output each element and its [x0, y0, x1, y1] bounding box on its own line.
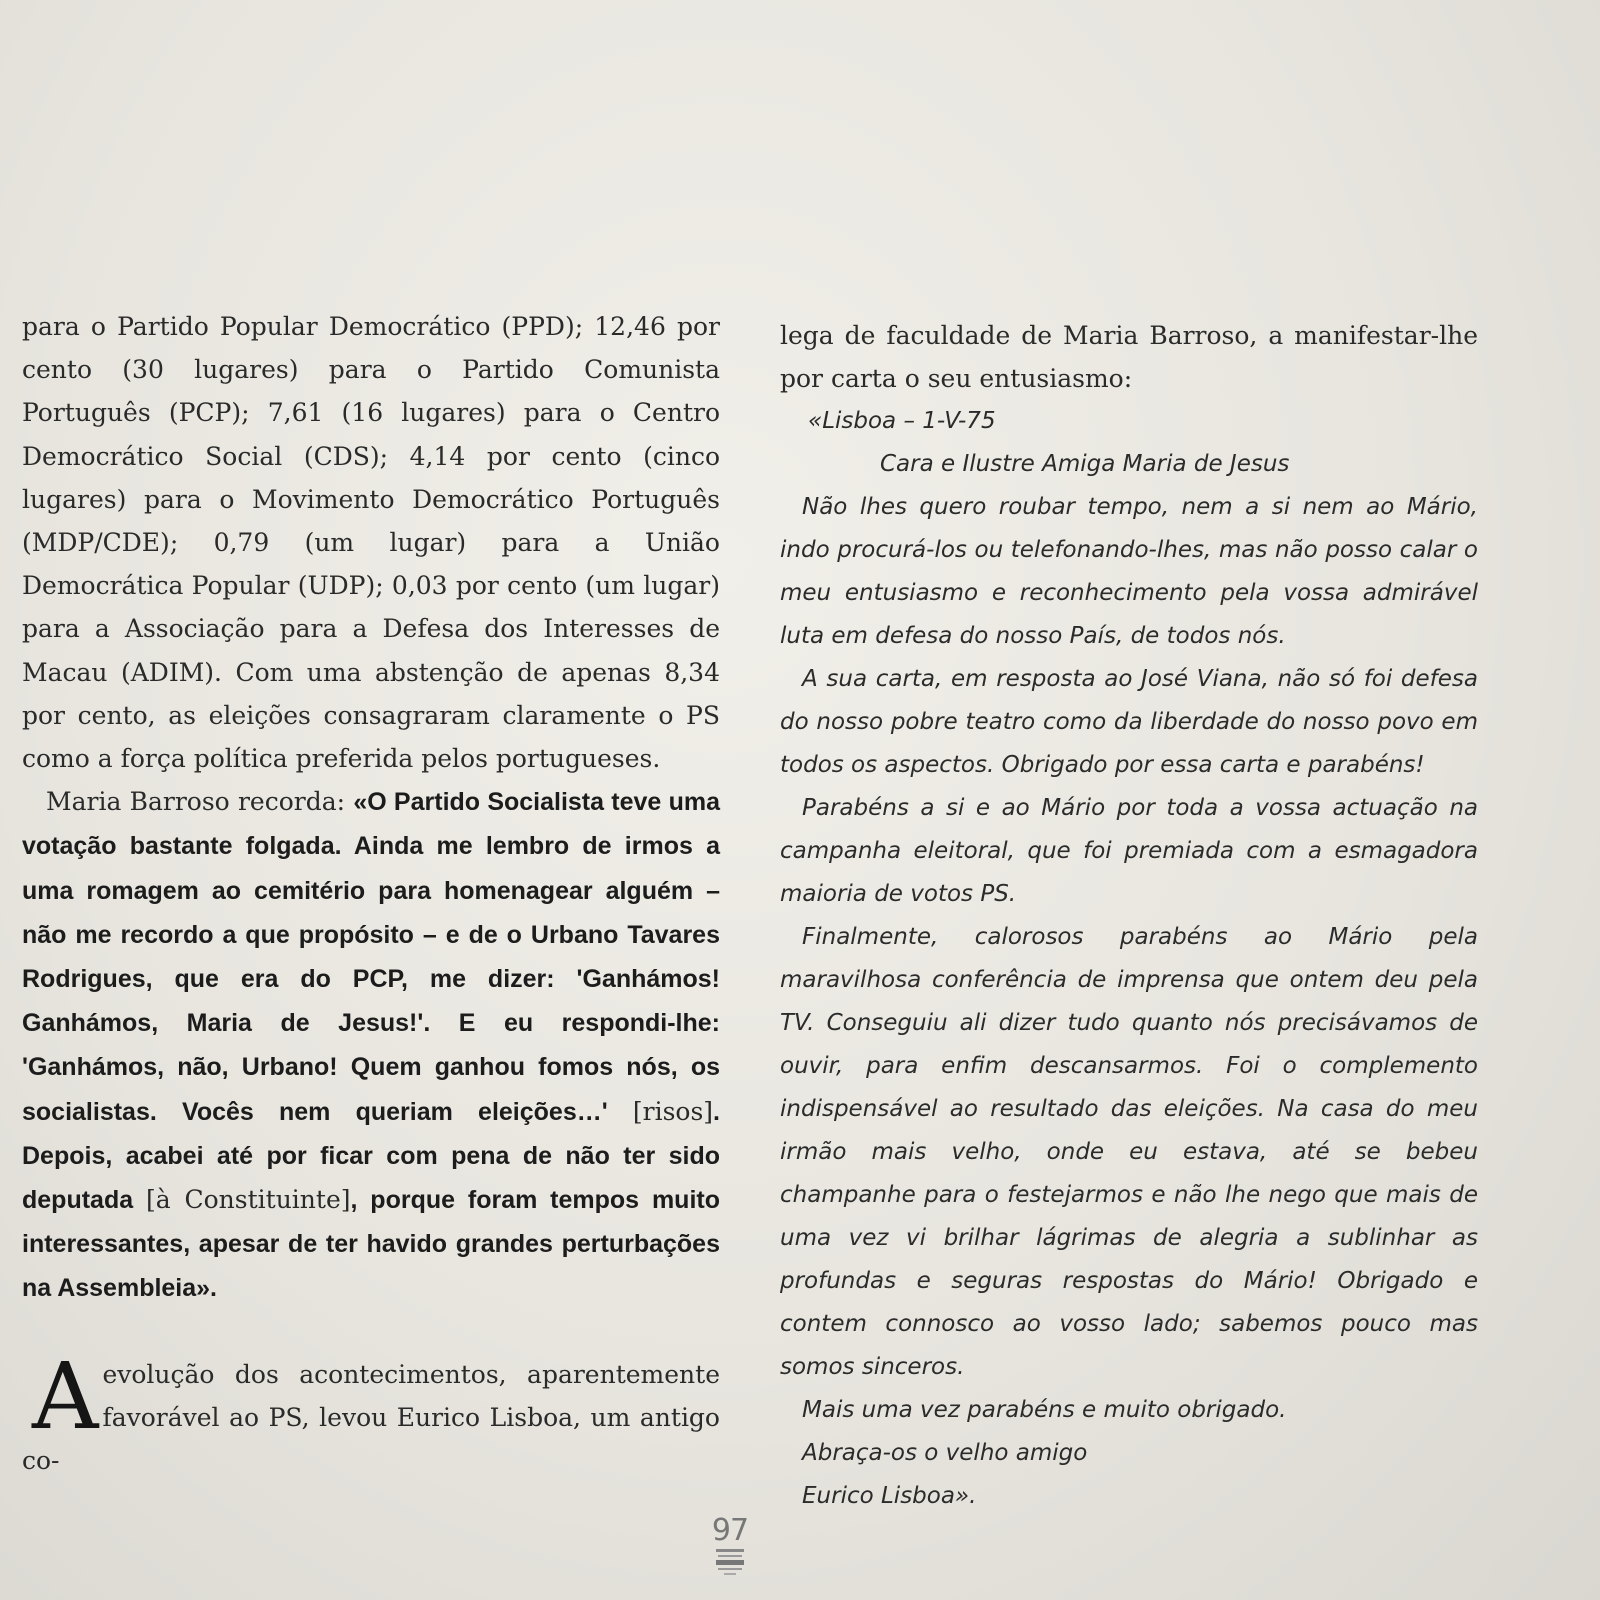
letter-paragraph-3: Parabéns a si e ao Mário por toda a vossa actuação na campanha eleitoral, que foi premiada com a esmagadora maioria de votos PS.: [780, 795, 1478, 907]
section-lead-text: evolução dos acontecimentos, aparentemente favorável ao PS, levou Eurico Lisboa, um antigo co-: [22, 1359, 720, 1476]
quote-text-a: «O Partido Socialista teve uma votação bastante folgada. Ainda me lembro de irmos a uma romagem ao cemitério para homenagear alguém – não me recordo a que propósito – e de o Urbano Tavares Rodrigues, que era do PCP, me dizer: 'Ganhámos! Ganhámos, Maria de Jesus!'. E eu respondi-lhe: 'Ganhámos, não, Urbano! Quem ganhou fomos nós, os socialistas. Vocês nem queriam eleições…': [22, 788, 720, 1126]
quote-text-b: . Depois, acabei até por ficar com pena de não ter sido deputada: [22, 1097, 720, 1215]
letter-paragraph-5: Mais uma vez parabéns e muito obrigado.: [802, 1397, 1287, 1423]
page-footer: [705, 1513, 755, 1581]
letter-date: «Lisboa – 1-V-75: [808, 408, 996, 434]
letter: [780, 400, 1478, 1518]
left-column: [22, 305, 720, 1482]
letter-signature: Eurico Lisboa».: [802, 1483, 977, 1509]
letter-closing: Abraça-os o velho amigo: [802, 1440, 1088, 1466]
quote-text-c: , porque foram tempos muito interessantes, apesar de ter havido grandes perturbações na Assembleia».: [22, 1186, 720, 1303]
letter-paragraph-4: Finalmente, calorosos parabéns ao Mário pela maravilhosa conferência de imprensa que ontem deu pela TV. Conseguiu ali dizer tudo quanto nós precisávamos de ouvir, para enfim descansarmos. Foi o complemento indispensável ao resultado das eleições. Na casa do meu irmão mais velho, onde eu estava, até se bebeu champanhe para o festejarmos e não lhe nego que mais de uma vez vi brilhar lágrimas de alegria a sublinhar as profundas e seguras respostas do Mário! Obrigado e contem connosco ao vosso lado; sabemos pouco mas somos sinceros.: [780, 924, 1478, 1380]
drop-cap: A: [32, 1342, 99, 1450]
maria-barroso-quote-paragraph: [22, 780, 720, 1310]
letter-paragraph-1: Não lhes quero roubar tempo, nem a si nem ao Mário, indo procurá-los ou telefonando-lhes, mas não posso calar o meu entusiasmo e reconhecimento pela vossa admirável luta em defesa do nosso País, de todos nós.: [780, 494, 1478, 649]
letter-intro: lega de faculdade de Maria Barroso, a manifestar-lhe por carta o seu entusiasmo:: [780, 321, 1478, 393]
quote-note-b: [à Constituinte]: [145, 1185, 351, 1215]
letter-paragraph-2: A sua carta, em resposta ao José Viana, não só foi defesa do nosso pobre teatro como da liberdade do nosso povo em todos os aspectos. Obrigado por essa carta e parabéns!: [780, 666, 1478, 778]
section-lead-paragraph: [22, 1342, 720, 1483]
page-number: 97: [711, 1513, 749, 1548]
quote-intro: Maria Barroso recorda:: [46, 787, 354, 817]
election-results-paragraph: para o Partido Popular Democrático (PPD); 12,46 por cento (30 lugares) para o Partido Comunista Português (PCP); 7,61 (16 lugares) para o Centro Democrático Social (CDS); 4,14 por cento (cinco lugares) para o Movimento Democrático Português (MDP/CDE); 0,79 (um lugar) para a União Democrática Popular (UDP); 0,03 por cento (um lugar) para a Associação para a Defesa dos Interesses de Macau (ADIM). Com uma abstenção de apenas 8,34 por cento, as eleições consagraram claramente o PS como a força política preferida pelos portugueses.: [22, 312, 720, 774]
letter-salutation: Cara e Ilustre Amiga Maria de Jesus: [880, 451, 1290, 477]
publisher-logo-icon: [713, 1547, 747, 1577]
quote-note-a: [risos]: [632, 1096, 714, 1126]
right-column: [780, 314, 1478, 1518]
